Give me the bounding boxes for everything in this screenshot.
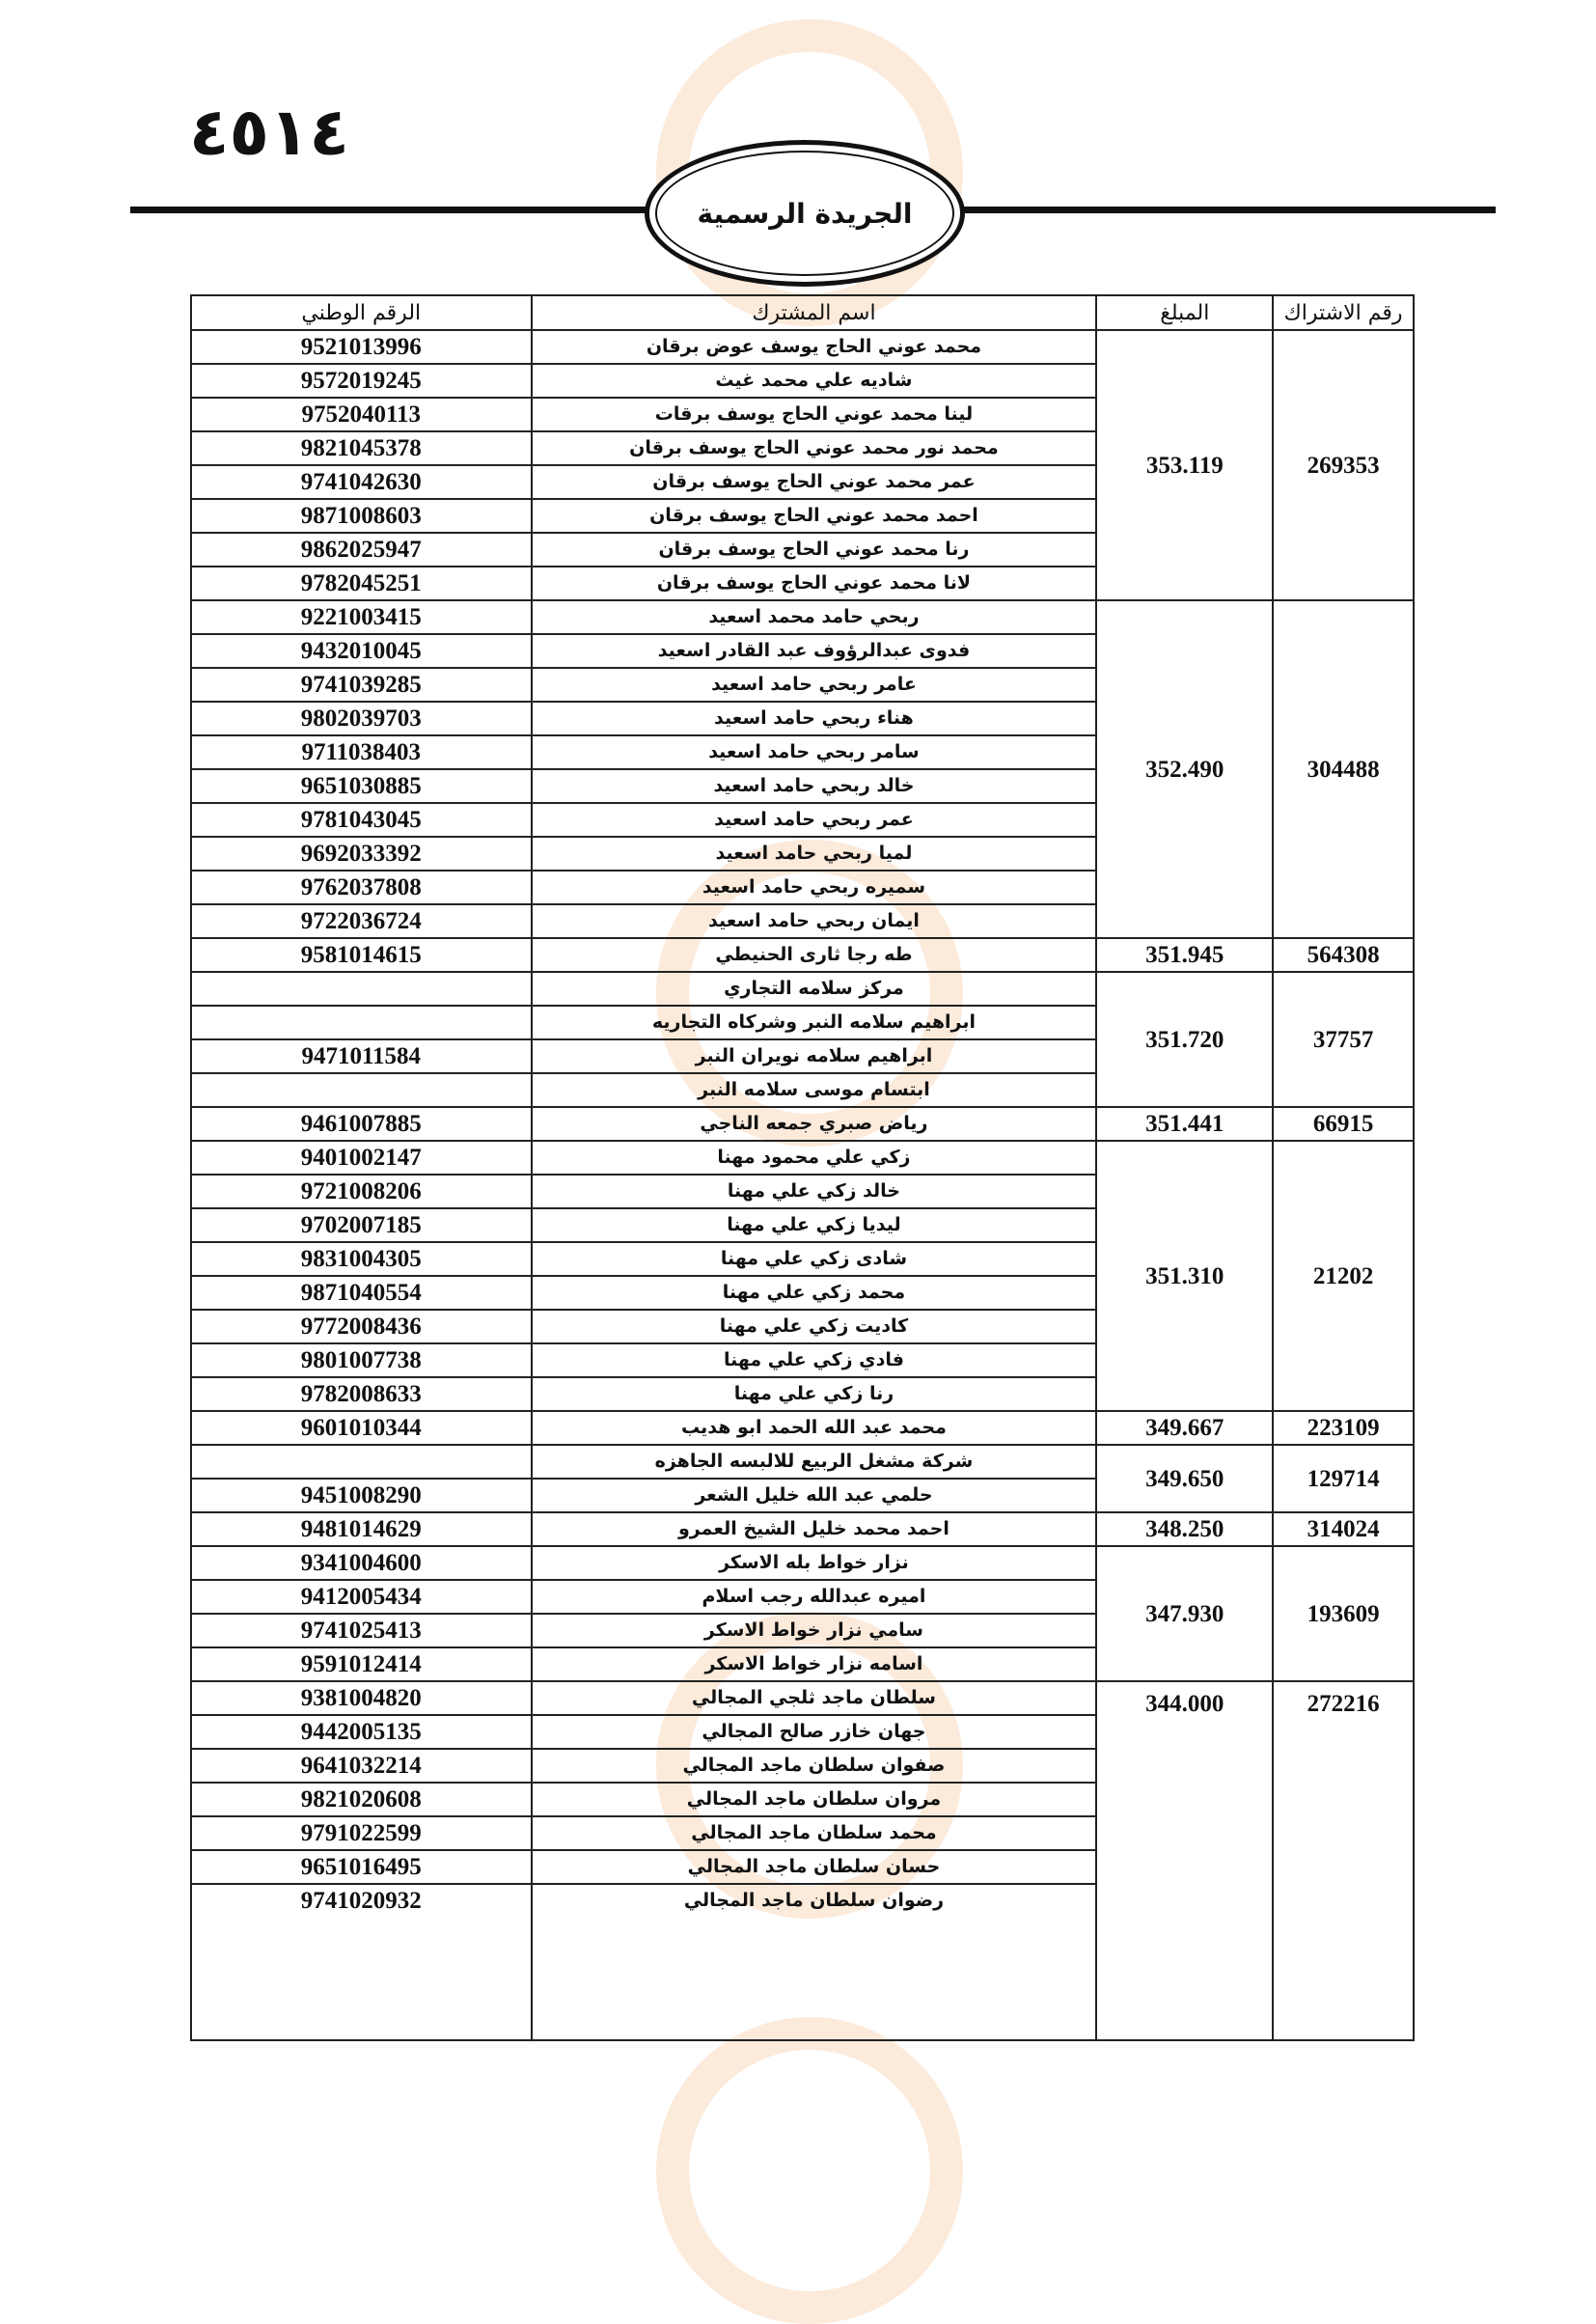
subscriber-name: ليديا زكي علي مهنا [532, 1208, 1097, 1242]
subscriber-name: رنا زكي علي مهنا [532, 1377, 1097, 1411]
subscription-number: 272216 [1273, 1681, 1414, 2040]
subscriber-name: طه رجا ثارى الحنيطي [532, 938, 1097, 972]
table-row [191, 1546, 1414, 1580]
subscriber-name: محمد سلطان ماجد المجالي [532, 1816, 1097, 1850]
subscriber-name: سامر ربحي حامد اسعيد [532, 735, 1097, 769]
national-id: 9801007738 [191, 1343, 532, 1377]
national-id [191, 1073, 532, 1107]
subscription-number: 129714 [1273, 1445, 1414, 1512]
national-id: 9862025947 [191, 533, 532, 567]
national-id: 9831004305 [191, 1242, 532, 1276]
table-row [191, 1681, 1414, 1715]
national-id: 9381004820 [191, 1681, 532, 1715]
national-id: 9591012414 [191, 1647, 532, 1681]
watermark-logo [656, 2017, 963, 2324]
national-id: 9481014629 [191, 1512, 532, 1546]
subscriber-name: حسان سلطان ماجد المجالي [532, 1850, 1097, 1884]
subscriber-name: محمد زكي علي مهنا [532, 1276, 1097, 1310]
national-id: 9762037808 [191, 871, 532, 904]
table-row [191, 1107, 1414, 1141]
national-id: 9721008206 [191, 1175, 532, 1208]
table-header-row [191, 295, 1414, 330]
subscriber-name: جهان خازر صالح المجالي [532, 1715, 1097, 1749]
subscriber-name: سلطان ماجد ثلجي المجالي [532, 1681, 1097, 1715]
national-id: 9651030885 [191, 769, 532, 803]
amount: 351.945 [1096, 938, 1273, 972]
subscriber-name: شادى زكي علي مهنا [532, 1242, 1097, 1276]
table-row [191, 330, 1414, 364]
amount: 344.000 [1096, 1681, 1273, 2040]
national-id [191, 972, 532, 1006]
subscriber-name: ايمان ربحي حامد اسعيد [532, 904, 1097, 938]
national-id: 9221003415 [191, 600, 532, 634]
subscriber-name: رضوان سلطان ماجد المجالي [532, 1884, 1097, 2040]
national-id: 9471011584 [191, 1039, 532, 1073]
subscriber-name: كاديت زكي علي مهنا [532, 1310, 1097, 1343]
table-row [191, 1411, 1414, 1445]
subscribers-table [190, 294, 1415, 2041]
national-id: 9461007885 [191, 1107, 532, 1141]
amount: 351.441 [1096, 1107, 1273, 1141]
amount: 348.250 [1096, 1512, 1273, 1546]
subscriber-name: ابراهيم سلامه النبر وشركاه التجاريه [532, 1006, 1097, 1039]
national-id: 9772008436 [191, 1310, 532, 1343]
national-id: 9641032214 [191, 1749, 532, 1783]
subscriber-name: مروان سلطان ماجد المجالي [532, 1783, 1097, 1816]
subscriber-name: صفوان سلطان ماجد المجالي [532, 1749, 1097, 1783]
col-header-amount: المبلغ [1096, 295, 1273, 330]
subscriber-name: خالد ربحي حامد اسعيد [532, 769, 1097, 803]
subscription-number: 269353 [1273, 330, 1414, 600]
subscriber-name: شركة مشغل الربيع للالبسه الجاهزه [532, 1445, 1097, 1479]
national-id: 9781043045 [191, 803, 532, 837]
national-id: 9871008603 [191, 499, 532, 533]
subscription-number: 66915 [1273, 1107, 1414, 1141]
subscriber-name: ابتسام موسى سلامه النبر [532, 1073, 1097, 1107]
national-id: 9722036724 [191, 904, 532, 938]
subscriber-name: زكي علي محمود مهنا [532, 1141, 1097, 1175]
subscriber-name: فادي زكي علي مهنا [532, 1343, 1097, 1377]
subscriber-name: لينا محمد عوني الحاج يوسف برقات [532, 398, 1097, 431]
subscriber-name: لانا محمد عوني الحاج يوسف برقان [532, 567, 1097, 600]
table-row [191, 600, 1414, 634]
national-id: 9741020932 [191, 1884, 532, 2040]
national-id: 9341004600 [191, 1546, 532, 1580]
national-id: 9711038403 [191, 735, 532, 769]
table-row [191, 938, 1414, 972]
col-header-name: اسم المشترك [532, 295, 1097, 330]
national-id: 9412005434 [191, 1580, 532, 1614]
subscriber-name: نزار خواط بله الاسكر [532, 1546, 1097, 1580]
national-id: 9741039285 [191, 668, 532, 702]
col-header-national-id: الرقم الوطني [191, 295, 532, 330]
national-id: 9601010344 [191, 1411, 532, 1445]
subscription-number: 304488 [1273, 600, 1414, 938]
table-row [191, 972, 1414, 1006]
national-id: 9782045251 [191, 567, 532, 600]
table-row [191, 1141, 1414, 1175]
subscriber-name: عمر ربحي حامد اسعيد [532, 803, 1097, 837]
subscription-number: 37757 [1273, 972, 1414, 1107]
subscriber-name: حلمي عبد الله خليل الشعر [532, 1479, 1097, 1512]
national-id: 9581014615 [191, 938, 532, 972]
national-id [191, 1445, 532, 1479]
amount: 349.667 [1096, 1411, 1273, 1445]
amount: 347.930 [1096, 1546, 1273, 1681]
national-id: 9442005135 [191, 1715, 532, 1749]
national-id: 9451008290 [191, 1479, 532, 1512]
subscriber-name: مركز سلامه التجاري [532, 972, 1097, 1006]
subscriber-name: محمد عبد الله الحمد ابو هديب [532, 1411, 1097, 1445]
subscriber-name: رنا محمد عوني الحاج يوسف برقان [532, 533, 1097, 567]
gazette-title: الجريدة الرسمية [697, 197, 913, 230]
national-id: 9741025413 [191, 1614, 532, 1647]
national-id: 9401002147 [191, 1141, 532, 1175]
national-id: 9572019245 [191, 364, 532, 398]
national-id: 9692033392 [191, 837, 532, 871]
national-id: 9791022599 [191, 1816, 532, 1850]
national-id: 9782008633 [191, 1377, 532, 1411]
subscription-number: 223109 [1273, 1411, 1414, 1445]
subscriber-name: احمد محمد عوني الحاج يوسف برقان [532, 499, 1097, 533]
amount: 352.490 [1096, 600, 1273, 938]
subscription-number: 193609 [1273, 1546, 1414, 1681]
subscriber-name: محمد عوني الحاج يوسف عوض برقان [532, 330, 1097, 364]
subscriber-name: خالد زكي علي مهنا [532, 1175, 1097, 1208]
subscriber-name: عامر ربحي حامد اسعيد [532, 668, 1097, 702]
national-id: 9871040554 [191, 1276, 532, 1310]
table-row [191, 1445, 1414, 1479]
national-id: 9752040113 [191, 398, 532, 431]
subscriber-name: احمد محمد خليل الشيخ العمرو [532, 1512, 1097, 1546]
national-id: 9821020608 [191, 1783, 532, 1816]
subscriber-name: لميا ربحي حامد اسعيد [532, 837, 1097, 871]
subscriber-name: سامي نزار خواط الاسكر [532, 1614, 1097, 1647]
subscriber-name: عمر محمد عوني الحاج يوسف برقان [532, 465, 1097, 499]
subscriber-name: اميره عبدالله رجب اسلام [532, 1580, 1097, 1614]
subscriber-name: شاديه علي محمد غيث [532, 364, 1097, 398]
table-body [191, 330, 1414, 2040]
amount: 353.119 [1096, 330, 1273, 600]
subscriber-name: هناء ربحي حامد اسعيد [532, 702, 1097, 735]
national-id [191, 1006, 532, 1039]
col-header-subscription: رقم الاشتراك [1273, 295, 1414, 330]
subscriber-name: سميره ربحي حامد اسعيد [532, 871, 1097, 904]
national-id: 9802039703 [191, 702, 532, 735]
gazette-title-oval [645, 140, 965, 287]
page-number: ٤٥١٤ [189, 95, 350, 171]
national-id: 9521013996 [191, 330, 532, 364]
amount: 351.310 [1096, 1141, 1273, 1411]
subscriber-name: محمد نور محمد عوني الحاج يوسف برقان [532, 431, 1097, 465]
amount: 349.650 [1096, 1445, 1273, 1512]
subscriber-name: رياض صبري جمعه الناجي [532, 1107, 1097, 1141]
subscription-number: 314024 [1273, 1512, 1414, 1546]
subscription-number: 21202 [1273, 1141, 1414, 1411]
national-id: 9432010045 [191, 634, 532, 668]
subscriber-name: فدوى عبدالرؤوف عبد القادر اسعيد [532, 634, 1097, 668]
amount: 351.720 [1096, 972, 1273, 1107]
subscription-number: 564308 [1273, 938, 1414, 972]
subscriber-name: ربحي حامد محمد اسعيد [532, 600, 1097, 634]
national-id: 9702007185 [191, 1208, 532, 1242]
subscriber-name: ابراهيم سلامه نويران النبر [532, 1039, 1097, 1073]
national-id: 9651016495 [191, 1850, 532, 1884]
national-id: 9821045378 [191, 431, 532, 465]
subscriber-name: اسامه نزار خواط الاسكر [532, 1647, 1097, 1681]
table-row [191, 1512, 1414, 1546]
national-id: 9741042630 [191, 465, 532, 499]
